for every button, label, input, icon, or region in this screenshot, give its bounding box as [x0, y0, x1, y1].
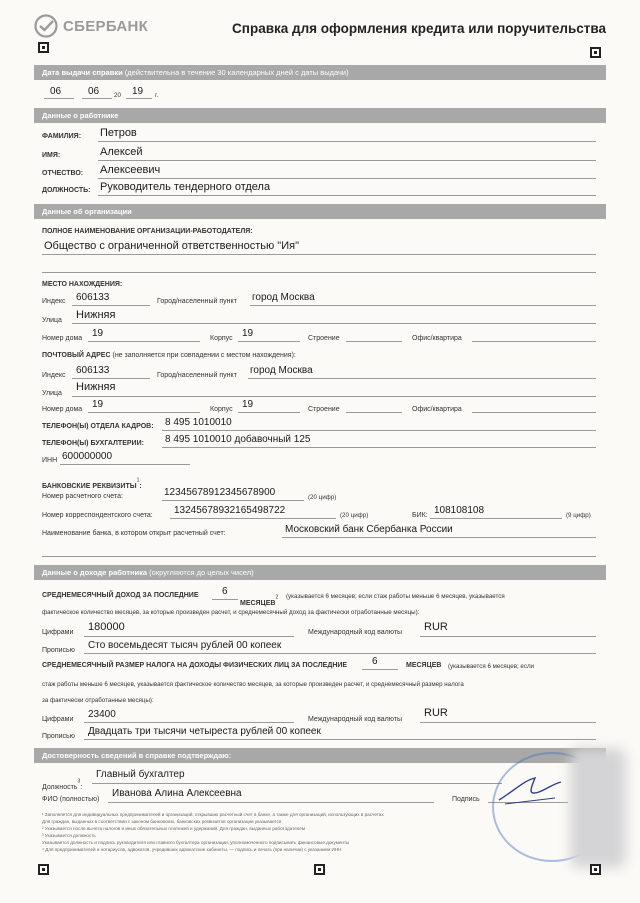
avg-tax-note2: за фактически отработанные месяцы): [42, 697, 154, 704]
tax-currency-value: RUR [424, 707, 448, 719]
amount-digits-label: Цифрами [42, 629, 74, 636]
tax-currency-label: Международный код валюты [308, 716, 403, 723]
surname-label: ФАМИЛИЯ: [42, 133, 82, 140]
name-value: Алексей [100, 146, 143, 158]
section-bar-confirmation: Достоверность сведений в справке подтверждаю: [34, 748, 606, 763]
postal-building-label: Корпус [210, 406, 233, 413]
qr-marker-icon [590, 864, 601, 875]
postal-street-label: Улица [42, 390, 62, 397]
accounting-phone-value: 8 495 1010010 добавочный 125 [165, 434, 311, 445]
name-label: ИМЯ: [42, 152, 61, 159]
sberbank-logo [34, 14, 148, 38]
footnote: ² Указывается после вычета налогов и иных обязательных платежей и удержаний. Для граждан, выданных работодателем [42, 826, 306, 831]
location-label: МЕСТО НАХОЖДЕНИЯ: [42, 281, 123, 288]
footnote: ¹ Заполняется для индивидуальных предпринимателей и организаций, открывших расчетный счет в банке, а также для организаций, использующих в расчетах [42, 812, 384, 817]
avg-tax-label: СРЕДНЕМЕСЯЧНЫЙ РАЗМЕР НАЛОГА НА ДОХОДЫ ФИЗИЧЕСКИХ ЛИЦ ЗА ПОСЛЕДНИЕ [42, 662, 348, 669]
tax-digits-label: Цифрами [42, 716, 74, 723]
year-suffix: г. [155, 92, 159, 99]
street-value: Нижняя [76, 309, 116, 321]
corr-account-label: Номер корреспондентского счета: [42, 512, 153, 519]
avg-income-note1: (указывается 6 месяцев; если стаж работы меньше 6 месяцев, указывается [286, 593, 505, 600]
patronymic-value: Алексеевич [100, 164, 161, 176]
position-value: Руководитель тендерного отдела [100, 181, 271, 193]
postal-city-label: Город/населенный пункт [157, 372, 237, 379]
accounting-phone-label: ТЕЛЕФОН(Ы) БУХГАЛТЕРИИ: [42, 440, 144, 447]
account-digits-note: (20 цифр) [308, 494, 337, 501]
avg-income-note2: фактическое количество месяцев, за которые произведен расчет, и среднемесячный доход за фактически отработанные месяцы): [42, 609, 420, 616]
patronymic-label: ОТЧЕСТВО: [42, 170, 84, 177]
issue-year: 19 [132, 86, 144, 97]
footnote: Для граждан, выданных в соответствии с законом банковских, банковских реквизитов организации указывается [42, 819, 282, 824]
postal-address-label: ПОЧТОВЫЙ АДРЕС (не заполняется при совпадении с местом нахождения): [42, 352, 296, 359]
inn-label: ИНН [42, 457, 58, 464]
avg-income-months: 6 [222, 586, 228, 597]
postal-street-value: Нижняя [76, 381, 116, 393]
street-label: Улица [42, 317, 62, 324]
tax-words-value: Двадцать три тысячи четыреста рублей 00 копеек [88, 726, 321, 737]
bik-value: 108108108 [434, 505, 485, 516]
signature-label: Подпись [452, 796, 480, 803]
sberbank-logo-icon [34, 14, 58, 38]
postal-house-value: 19 [92, 399, 104, 410]
section-bar-organization: Данные об организации [34, 204, 606, 219]
fio-value: Иванова Алина Алексеевна [112, 788, 242, 799]
building-label: Корпус [210, 335, 233, 342]
avg-tax-note1: стаж работы меньше 6 месяцев, указывается фактическое количество месяцев, за которые произведен расчет, и среднемесячный размер налога [42, 681, 464, 688]
building-value: 19 [242, 328, 254, 339]
postal-office-label: Офис/квартира [412, 406, 462, 413]
redacted-area [570, 748, 626, 868]
corr-account-value: 13245678932165498722 [174, 505, 286, 516]
office-label: Офис/квартира [412, 335, 462, 342]
corr-digits-note: (20 цифр) [340, 512, 369, 519]
org-fullname-label: ПОЛНОЕ НАИМЕНОВАНИЕ ОРГАНИЗАЦИИ-РАБОТОДАТЕЛЯ: [42, 228, 253, 235]
confirm-position-label: Должность$^3$: [42, 778, 83, 791]
avg-tax-months: 6 [372, 656, 378, 667]
surname-value: Петров [100, 127, 137, 139]
avg-tax-note0: (указывается 6 месяцев; если [448, 663, 535, 670]
account-value: 12345678912345678900 [164, 487, 276, 498]
hr-phone-value: 8 495 1010010 [165, 417, 232, 428]
currency-value: RUR [424, 621, 448, 633]
footnote: Указывается должность и подпись руководителя или главного бухгалтера организации, уполномоченного подписывать финансовые документы [42, 840, 350, 845]
bik-digits-note: (9 цифр) [566, 512, 591, 519]
confirm-position-value: Главный бухгалтер [96, 769, 185, 780]
footnote: ⁴ Для предпринимателей и нотариусов, адвокатов, учредивших адвокатские кабинеты, — подпись и печать (при наличии) с указанием ИНН [42, 847, 342, 852]
bank-name: СБЕРБАНК [63, 17, 149, 35]
postal-index-label: Индекс [42, 372, 66, 379]
inn-value: 600000000 [62, 451, 113, 462]
house-label: Номер дома [42, 335, 83, 342]
avg-tax-months-label: МЕСЯЦЕВ [406, 662, 442, 669]
house-value: 19 [92, 328, 104, 339]
org-fullname-value: Общество с ограниченной ответственностью "Ия" [44, 240, 299, 252]
city-label: Город/населенный пункт [157, 298, 237, 305]
hr-phone-label: ТЕЛЕФОН(Ы) ОТДЕЛА КАДРОВ: [42, 423, 154, 430]
index-value: 606133 [76, 292, 110, 303]
amount-words-value: Сто восемьдесят тысяч рублей 00 копеек [88, 640, 282, 651]
avg-income-label: СРЕДНЕМЕСЯЧНЫЙ ДОХОД ЗА ПОСЛЕДНИЕ [42, 592, 199, 599]
amount-words-label: Прописью [42, 647, 75, 654]
qr-marker-icon [590, 47, 601, 58]
account-label: Номер расчетного счета: [42, 493, 123, 500]
position-label: ДОЛЖНОСТЬ: [42, 187, 91, 194]
city-value: город Москва [252, 292, 315, 303]
section-bar-income: Данные о доходе работника (округляются до целых чисел) [34, 565, 606, 580]
document-title: Справка для оформления кредита или поручительства [232, 21, 606, 36]
bank-requisites-label: БАНКОВСКИЕ РЕКВИЗИТЫ$^1$: [42, 477, 142, 490]
issue-century: 20 [114, 92, 121, 99]
currency-label: Международный код валюты [308, 629, 403, 636]
tax-digits-value: 23400 [88, 709, 116, 720]
avg-income-months-label: МЕСЯЦЕВ$^2$ [240, 594, 279, 607]
bank-name-value: Московский банк Сбербанка России [285, 524, 453, 535]
section-bar-employee: Данные о работнике [34, 108, 606, 123]
section-bar-issue-date: Дата выдачи справки (действительна в течение 30 календарных дней с даты выдачи) [34, 65, 606, 80]
bank-name-label: Наименование банка, в котором открыт расчетный счет: [42, 530, 226, 537]
postal-house-label: Номер дома [42, 406, 83, 413]
postal-city-value: город Москва [250, 365, 313, 376]
issue-month: 06 [88, 86, 100, 97]
index-label: Индекс [42, 298, 66, 305]
qr-marker-icon [314, 864, 325, 875]
postal-structure-label: Строение [308, 406, 340, 413]
signature-mark [495, 770, 565, 810]
tax-words-label: Прописью [42, 733, 75, 740]
postal-index-value: 606133 [76, 365, 110, 376]
footnote: ³ Указывается должность [42, 833, 96, 838]
fio-label: ФИО (полностью) [42, 796, 100, 803]
qr-marker-icon [38, 864, 49, 875]
bik-label: БИК: [412, 512, 428, 519]
postal-building-value: 19 [242, 399, 254, 410]
structure-label: Строение [308, 335, 340, 342]
qr-marker-icon [38, 42, 49, 53]
amount-digits-value: 180000 [88, 621, 125, 633]
issue-day: 06 [50, 86, 62, 97]
